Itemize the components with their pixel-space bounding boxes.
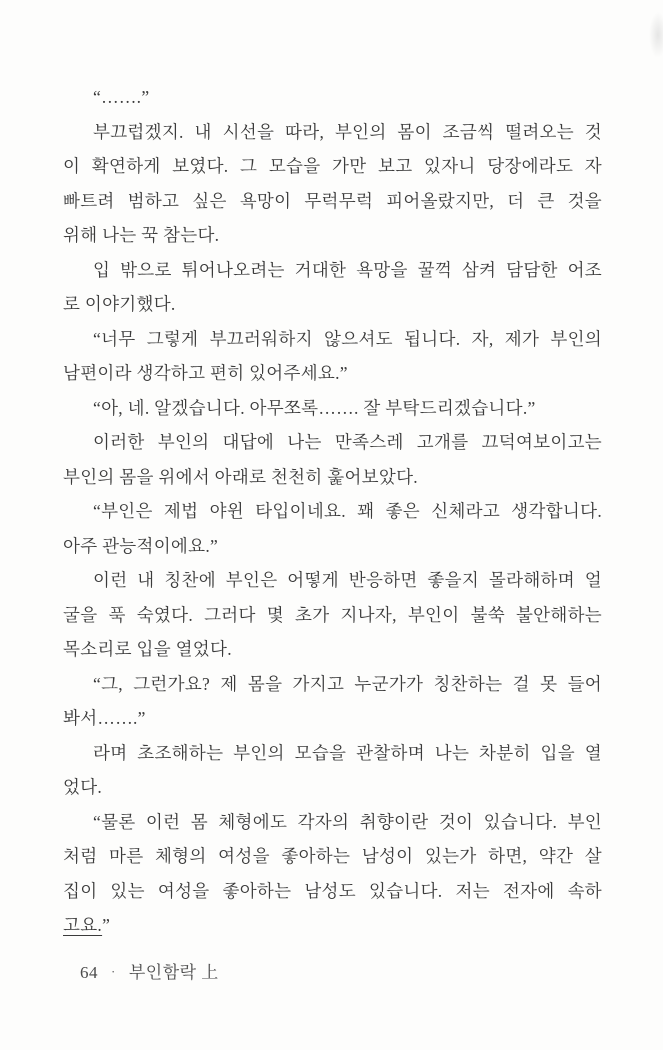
text-line: 로 이야기했다. bbox=[63, 294, 176, 314]
text-block bbox=[63, 80, 602, 943]
page-footer bbox=[80, 960, 219, 985]
book-title: 부인함락 上 bbox=[128, 963, 219, 982]
text-line: “아, 네. 알겠습니다. 아무쪼록……. 잘 부탁드리겠습니다.” bbox=[93, 397, 536, 418]
text-line: “물론 이런 몸 체형에도 각자의 취향이란 것이 있습니다. 부인 bbox=[93, 811, 602, 832]
text-line: 부인의 몸을 위에서 아래로 천천히 훑어보았다. bbox=[63, 466, 418, 487]
text-line: 위해 나는 꾹 참는다. bbox=[63, 225, 220, 245]
text-line: 아주 관능적이에요.” bbox=[63, 535, 219, 556]
text-line: 이런 내 칭찬에 부인은 어떻게 반응하면 좋을지 몰라해하며 얼 bbox=[93, 570, 602, 590]
text-line: 었다. bbox=[63, 777, 103, 797]
text-line: 이 확연하게 보였다. 그 모습을 가만 보고 있자니 당장에라도 자 bbox=[63, 156, 602, 176]
text-line: 부끄럽겠지. 내 시선을 따라, 부인의 몸이 조금씩 떨려오는 것 bbox=[93, 121, 602, 142]
text-segment: ” bbox=[102, 915, 111, 935]
text-line bbox=[63, 908, 602, 943]
text-line: 남편이라 생각하고 편히 있어주세요.” bbox=[63, 363, 348, 383]
text-line: “부인은 제법 야윈 타입이네요. 꽤 좋은 신체라고 생각합니다. bbox=[93, 501, 602, 521]
text-line: “그, 그런가요? 제 몸을 가지고 누군가가 칭찬하는 걸 못 들어 bbox=[93, 673, 602, 694]
text-line: 처럼 마른 체형의 여성을 좋아하는 남성이 있는가 하면, 약간 살 bbox=[63, 846, 602, 866]
text-line: 굴을 푹 숙였다. 그러다 몇 초가 지나자, 부인이 불쑥 불안해하는 bbox=[63, 604, 602, 625]
text-line: 집이 있는 여성을 좋아하는 남성도 있습니다. 저는 전자에 속하 bbox=[63, 880, 602, 901]
scan-artifact bbox=[649, 12, 663, 58]
text-line: 빠트려 범하고 싶은 욕망이 무럭무럭 피어올랐지만, 더 큰 것을 bbox=[63, 190, 602, 211]
text-line: “너무 그렇게 부끄러워하지 않으셔도 됩니다. 자, 제가 부인의 bbox=[93, 328, 602, 349]
footer-separator: · bbox=[111, 964, 116, 979]
page-number: 64 bbox=[80, 963, 98, 982]
text-line: 목소리로 입을 열었다. bbox=[63, 639, 232, 659]
text-line: 라며 초조해하는 부인의 모습을 관찰하며 나는 차분히 입을 열 bbox=[93, 742, 602, 763]
text-line: 입 밖으로 튀어나오려는 거대한 욕망을 꿀꺽 삼켜 담담한 어조 bbox=[93, 259, 602, 280]
underlined-text: 고요. bbox=[63, 915, 103, 935]
text-line: “…….” bbox=[93, 87, 150, 107]
text-line: 이러한 부인의 대답에 나는 만족스레 고개를 끄덕여보이고는 bbox=[93, 432, 602, 452]
text-line: 봐서…….” bbox=[63, 708, 146, 728]
